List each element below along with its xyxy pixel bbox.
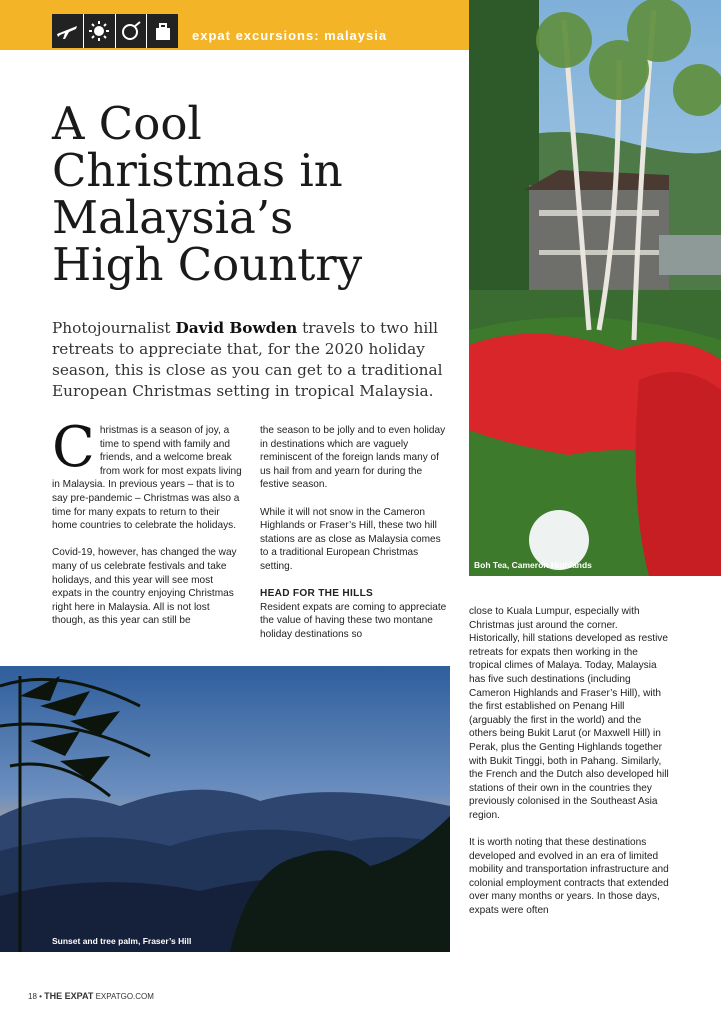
boh-tea-photo — [469, 0, 721, 576]
title-line-1: A Cool — [52, 97, 202, 150]
title-line-4: High Country — [52, 238, 363, 291]
page-number: 18 • — [28, 992, 42, 1001]
bottom-photo-caption: Sunset and tree palm, Fraser’s Hill — [52, 936, 192, 946]
paragraph: While it will not snow in the Cameron Highlands or Fraser’s Hill, these two hill stations are as close as Malaysia comes to a traditional European Christmas setting. — [260, 506, 441, 572]
body-column-2 — [260, 424, 450, 655]
author-name: David Bowden — [175, 319, 298, 337]
title-line-3: Malaysia’s — [52, 191, 294, 244]
paragraph: the season to be jolly and to even holiday in destinations which are vaguely reminiscent of the foreign lands many of us hail from and yearn for during the festive season. — [260, 425, 446, 491]
standfirst — [52, 318, 457, 402]
standfirst-body: travels to two hill retreats to appreciate that, for the 2020 holiday season, this is close as you can get to a traditional European Christmas setting in tropical Malaysia. — [52, 319, 443, 400]
airplane-icon — [52, 14, 84, 48]
title-line-2: Christmas in — [52, 144, 343, 197]
compass-icon — [116, 14, 148, 48]
standfirst-intro: Photojournalist — [52, 319, 176, 337]
paragraph: Resident expats are coming to appreciate the value of having these two montane holiday destinations so — [260, 601, 447, 640]
paragraph: It is worth noting that these destinations developed and evolved in an era of limited mobility and transportation infrastructure and colonial employment contracts that extended over many months or years. In those days, expats were often — [469, 837, 669, 917]
section-label: expat excursions: malaysia — [192, 28, 388, 43]
paragraph: Covid-19, however, has changed the way many of us celebrate festivals and take holidays, and this year will see most expats in the country enjoying Christmas right here in Malaysia. All is not lost though, as this year can still be — [52, 547, 237, 627]
category-icon-strip — [52, 14, 178, 48]
luggage-icon — [147, 14, 178, 48]
article-title — [52, 97, 462, 291]
page-footer — [28, 991, 154, 1001]
body-column-3 — [469, 605, 669, 931]
magazine-name: THE EXPAT — [44, 991, 94, 1001]
website-link[interactable]: EXPATGO.COM — [95, 992, 154, 1001]
drop-cap: C — [52, 415, 95, 480]
paragraph: close to Kuala Lumpur, especially with Christmas just around the corner. Historically, hill stations developed as restive retreats for expats then working in the tropical climes of Malaya. Today, Malaysia has five such destinations (including Cameron Highlands and Fraser’s Hill), with the first established on Penang Hill (arguably the first in the world) and the others being Bukit Larut (or Maxwell Hill) in Perak, plus the Genting Highlands together with Bukit Tinggi, both in Pahang. Similarly, the French and the Dutch also developed hill stations of their own in the countries they previously colonised in the Southeast Asia region. — [469, 606, 669, 821]
frasers-hill-sunset-photo — [0, 666, 450, 952]
subheading: HEAD FOR THE HILLS — [260, 588, 374, 600]
body-column-1 — [52, 415, 242, 642]
sun-icon — [84, 14, 116, 48]
top-photo-caption: Boh Tea, Cameron Highlands — [474, 560, 592, 570]
paragraph: hristmas is a season of joy, a time to spend with family and friends, and a welcome break from work for most expats living in Malaysia. In previous years – that is to say pre-pandemic – Christmas was also a time for many expats to return to their home countries to celebrate the holidays. — [52, 425, 242, 532]
